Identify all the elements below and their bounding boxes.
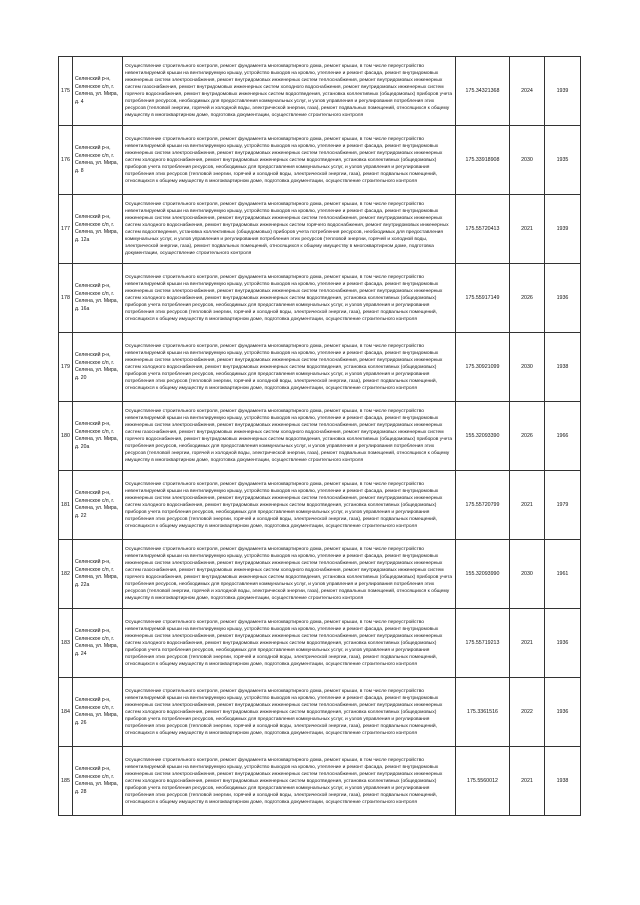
address-cell: Селенский р-н, Селенское с/п, г. Селена, ул. Мира, д. 22 [73,471,123,540]
work-description-cell: Осуществление строительного контроля, ремонт фундамента многоквартирного дома, ремонт крыши, в том числе переустройство невентилируемой крыши на вентилируемую крышу, устройство выходов на кровлю, утепление и ремонт фасада, ремонт внутридомовых инженерных систем электроснабжения, ремонт внутридомовых инженерных систем теплоснабжения, ремонт внутридомовых инженерных систем газоснабжения, ремонт внутридомовых инженерных систем холодного водоснабжения, ремонт внутридомовых инженерных систем горячего водоснабжения, ремонт внутридомовых инженерных систем водоотведения, установка коллективных (общедомовых) приборов учета потребления ресурсов, необходимых для предоставления коммунальных услуг, и узлов управления и регулирования потребления этих ресурсов (тепловой энергии, горячей и холодной воды, электрической энергии, газа), ремонт подвальных помещений, относящихся к общему имуществу в многоквартирном доме, подготовка документации, осуществление строительного контроля [123,57,456,126]
planned-year-cell: 2030 [510,333,545,402]
row-number: 182 [59,540,73,609]
address-cell: Селенский р-н, Селенское с/п, г. Селена, ул. Мира, д. 16а [73,264,123,333]
work-description-cell: Осуществление строительного контроля, ремонт фундамента многоквартирного дома, ремонт крыши, в том числе переустройство невентилируемой крыши на вентилируемую крышу, устройство выходов на кровлю, утепление и ремонт фасада, ремонт внутридомовых инженерных систем электроснабжения, ремонт внутридомовых инженерных систем теплоснабжения, ремонт внутридомовых инженерных систем холодного водоснабжения, ремонт внутридомовых инженерных систем водоотведения, установка коллективных (общедомовых) приборов учета потребления ресурсов, необходимых для предоставления коммунальных услуг, и узлов управления и регулирования потребления этих ресурсов (тепловой энергии, горячей и холодной воды, электрической энергии, газа), ремонт подвальных помещений, относящихся к общему имуществу в многоквартирном доме, подготовка документации, осуществление строительного контроля [123,678,456,747]
construction-year-cell: 1966 [545,402,581,471]
cost-cell: 175.5560012 [456,747,510,816]
construction-year-cell: 1979 [545,471,581,540]
address-cell: Селенский р-н, Селенское с/п, г. Селена, ул. Мира, д. 26 [73,678,123,747]
row-number: 181 [59,471,73,540]
cost-cell: 155.32093390 [456,402,510,471]
cost-cell: 175.33918908 [456,126,510,195]
cost-cell: 175.3361516 [456,678,510,747]
planned-year-cell: 2030 [510,540,545,609]
work-description-cell: Осуществление строительного контроля, ремонт фундамента многоквартирного дома, ремонт крыши, в том числе переустройство невентилируемой крыши на вентилируемую крышу, устройство выходов на кровлю, утепление и ремонт фасада, ремонт внутридомовых инженерных систем электроснабжения, ремонт внутридомовых инженерных систем теплоснабжения, ремонт внутридомовых инженерных систем холодного водоснабжения, ремонт внутридомовых инженерных систем водоотведения, установка коллективных (общедомовых) приборов учета потребления ресурсов, необходимых для предоставления коммунальных услуг, и узлов управления и регулирования потребления этих ресурсов (тепловой энергии, горячей и холодной воды, электрической энергии, газа), ремонт подвальных помещений, относящихся к общему имуществу в многоквартирном доме, подготовка документации, осуществление строительного контроля [123,747,456,816]
construction-year-cell: 1938 [545,747,581,816]
row-number: 185 [59,747,73,816]
work-description-cell: Осуществление строительного контроля, ремонт фундамента многоквартирного дома, ремонт крыши, в том числе переустройство невентилируемой крыши на вентилируемую крышу, устройство выходов на кровлю, утепление и ремонт фасада, ремонт внутридомовых инженерных систем электроснабжения, ремонт внутридомовых инженерных систем теплоснабжения, ремонт внутридомовых инженерных систем холодного водоснабжения, ремонт внутридомовых инженерных систем водоотведения, установка коллективных (общедомовых) приборов учета потребления ресурсов, необходимых для предоставления коммунальных услуг, и узлов управления и регулирования потребления этих ресурсов (тепловой энергии, горячей и холодной воды, электрической энергии, газа), ремонт подвальных помещений, относящихся к общему имуществу в многоквартирном доме, подготовка документации, осуществление строительного контроля [123,126,456,195]
planned-year-cell: 2021 [510,609,545,678]
address-cell: Селенский р-н, Селенское с/п, г. Селена, ул. Мира, д. 8 [73,126,123,195]
work-description-cell: Осуществление строительного контроля, ремонт фундамента многоквартирного дома, ремонт крыши, в том числе переустройство невентилируемой крыши на вентилируемую крышу, устройство выходов на кровлю, утепление и ремонт фасада, ремонт внутридомовых инженерных систем электроснабжения, ремонт внутридомовых инженерных систем теплоснабжения, ремонт внутридомовых инженерных систем холодного водоснабжения, ремонт внутридомовых инженерных систем водоотведения, установка коллективных (общедомовых) приборов учета потребления ресурсов, необходимых для предоставления коммунальных услуг, и узлов управления и регулирования потребления этих ресурсов (тепловой энергии, горячей и холодной воды, электрической энергии, газа), ремонт подвальных помещений, относящихся к общему имуществу в многоквартирном доме, подготовка документации, осуществление строительного контроля [123,333,456,402]
planned-year-cell: 2022 [510,678,545,747]
address-cell: Селенский р-н, Селенское с/п, г. Селена, ул. Мира, д. 4 [73,57,123,126]
planned-year-cell: 2021 [510,195,545,264]
row-number: 183 [59,609,73,678]
cost-cell: 155.32093990 [456,540,510,609]
housing-repair-table [58,56,581,816]
table-row [59,471,581,540]
construction-year-cell: 1939 [545,57,581,126]
table-row [59,678,581,747]
work-description-cell: Осуществление строительного контроля, ремонт фундамента многоквартирного дома, ремонт крыши, в том числе переустройство невентилируемой крыши на вентилируемую крышу, устройство выходов на кровлю, утепление и ремонт фасада, ремонт внутридомовых инженерных систем электроснабжения, ремонт внутридомовых инженерных систем теплоснабжения, ремонт внутридомовых инженерных систем холодного водоснабжения, ремонт внутридомовых инженерных систем водоотведения, установка коллективных (общедомовых) приборов учета потребления ресурсов, необходимых для предоставления коммунальных услуг, и узлов управления и регулирования потребления этих ресурсов (тепловой энергии, горячей и холодной воды, электрической энергии, газа), ремонт подвальных помещений, относящихся к общему имуществу в многоквартирном доме, подготовка документации, осуществление строительного контроля [123,471,456,540]
construction-year-cell: 1935 [545,126,581,195]
table-row [59,747,581,816]
work-description-cell: Осуществление строительного контроля, ремонт фундамента многоквартирного дома, ремонт крыши, в том числе переустройство невентилируемой крыши на вентилируемую крышу, устройство выходов на кровлю, утепление и ремонт фасада, ремонт внутридомовых инженерных систем электроснабжения, ремонт внутридомовых инженерных систем теплоснабжения, ремонт внутридомовых инженерных систем холодного водоснабжения, ремонт внутридомовых инженерных систем горячего водоснабжения, ремонт внутридомовых инженерных систем водоотведения, установка коллективных (общедомовых) приборов учета потребления ресурсов, необходимых для предоставления коммунальных услуг, и узлов управления и регулирования потребления этих ресурсов (тепловой энергии, горячей и холодной воды, электрической энергии, газа), ремонт подвальных помещений, относящихся к общему имуществу в многоквартирном доме, подготовка документации, осуществление строительного контроля [123,195,456,264]
row-number: 184 [59,678,73,747]
planned-year-cell: 2021 [510,747,545,816]
address-cell: Селенский р-н, Селенское с/п, г. Селена, ул. Мира, д. 28 [73,747,123,816]
construction-year-cell: 1936 [545,264,581,333]
construction-year-cell: 1936 [545,678,581,747]
work-description-cell: Осуществление строительного контроля, ремонт фундамента многоквартирного дома, ремонт крыши, в том числе переустройство невентилируемой крыши на вентилируемую крышу, устройство выходов на кровлю, утепление и ремонт фасада, ремонт внутридомовых инженерных систем электроснабжения, ремонт внутридомовых инженерных систем теплоснабжения, ремонт внутридомовых инженерных систем газоснабжения, ремонт внутридомовых инженерных систем холодного водоснабжения, ремонт внутридомовых инженерных систем горячего водоснабжения, ремонт внутридомовых инженерных систем водоотведения, установка коллективных (общедомовых) приборов учета потребления ресурсов, необходимых для предоставления коммунальных услуг, и узлов управления и регулирования потребления этих ресурсов (тепловой энергии, горячей и холодной воды, электрической энергии, газа), ремонт подвальных помещений, относящихся к общему имуществу в многоквартирном доме, подготовка документации, осуществление строительного контроля [123,402,456,471]
address-cell: Селенский р-н, Селенское с/п, г. Селена, ул. Мира, д. 22а [73,540,123,609]
row-number: 180 [59,402,73,471]
address-cell: Селенский р-н, Селенское с/п, г. Селена, ул. Мира, д. 20 [73,333,123,402]
work-description-cell: Осуществление строительного контроля, ремонт фундамента многоквартирного дома, ремонт крыши, в том числе переустройство невентилируемой крыши на вентилируемую крышу, устройство выходов на кровлю, утепление и ремонт фасада, ремонт внутридомовых инженерных систем электроснабжения, ремонт внутридомовых инженерных систем теплоснабжения, ремонт внутридомовых инженерных систем холодного водоснабжения, ремонт внутридомовых инженерных систем водоотведения, установка коллективных (общедомовых) приборов учета потребления ресурсов, необходимых для предоставления коммунальных услуг, и узлов управления и регулирования потребления этих ресурсов (тепловой энергии, горячей и холодной воды, электрической энергии, газа), ремонт подвальных помещений, относящихся к общему имуществу в многоквартирном доме, подготовка документации, осуществление строительного контроля [123,264,456,333]
table-row [59,57,581,126]
row-number: 176 [59,126,73,195]
table-row [59,126,581,195]
address-cell: Селенский р-н, Селенское с/п, г. Селена, ул. Мира, д. 12а [73,195,123,264]
row-number: 175 [59,57,73,126]
cost-cell: 175.55917149 [456,264,510,333]
table-row [59,333,581,402]
table-row [59,540,581,609]
table-row [59,264,581,333]
table-row [59,609,581,678]
construction-year-cell: 1938 [545,333,581,402]
planned-year-cell: 2026 [510,264,545,333]
row-number: 179 [59,333,73,402]
address-cell: Селенский р-н, Селенское с/п, г. Селена, ул. Мира, д. 24 [73,609,123,678]
table-row [59,195,581,264]
cost-cell: 175.55719213 [456,609,510,678]
planned-year-cell: 2030 [510,126,545,195]
cost-cell: 175.34321368 [456,57,510,126]
table-row [59,402,581,471]
address-cell: Селенский р-н, Селенское с/п, г. Селена, ул. Мира, д. 20а [73,402,123,471]
row-number: 178 [59,264,73,333]
planned-year-cell: 2024 [510,57,545,126]
cost-cell: 175.55720413 [456,195,510,264]
work-description-cell: Осуществление строительного контроля, ремонт фундамента многоквартирного дома, ремонт крыши, в том числе переустройство невентилируемой крыши на вентилируемую крышу, устройство выходов на кровлю, утепление и ремонт фасада, ремонт внутридомовых инженерных систем электроснабжения, ремонт внутридомовых инженерных систем теплоснабжения, ремонт внутридомовых инженерных систем газоснабжения, ремонт внутридомовых инженерных систем холодного водоснабжения, ремонт внутридомовых инженерных систем горячего водоснабжения, ремонт внутридомовых инженерных систем водоотведения, установка коллективных (общедомовых) приборов учета потребления ресурсов, необходимых для предоставления коммунальных услуг, и узлов управления и регулирования потребления этих ресурсов (тепловой энергии, горячей и холодной воды, электрической энергии, газа), ремонт подвальных помещений, относящихся к общему имуществу в многоквартирном доме, подготовка документации, осуществление строительного контроля [123,540,456,609]
row-number: 177 [59,195,73,264]
construction-year-cell: 1961 [545,540,581,609]
construction-year-cell: 1939 [545,195,581,264]
construction-year-cell: 1936 [545,609,581,678]
cost-cell: 175.55720799 [456,471,510,540]
planned-year-cell: 2021 [510,471,545,540]
work-description-cell: Осуществление строительного контроля, ремонт фундамента многоквартирного дома, ремонт крыши, в том числе переустройство невентилируемой крыши на вентилируемую крышу, устройство выходов на кровлю, утепление и ремонт фасада, ремонт внутридомовых инженерных систем электроснабжения, ремонт внутридомовых инженерных систем теплоснабжения, ремонт внутридомовых инженерных систем холодного водоснабжения, ремонт внутридомовых инженерных систем водоотведения, установка коллективных (общедомовых) приборов учета потребления ресурсов, необходимых для предоставления коммунальных услуг, и узлов управления и регулирования потребления этих ресурсов (тепловой энергии, горячей и холодной воды, электрической энергии, газа), ремонт подвальных помещений, относящихся к общему имуществу в многоквартирном доме, подготовка документации, осуществление строительного контроля [123,609,456,678]
planned-year-cell: 2026 [510,402,545,471]
cost-cell: 175.30921099 [456,333,510,402]
table-body [59,57,581,816]
